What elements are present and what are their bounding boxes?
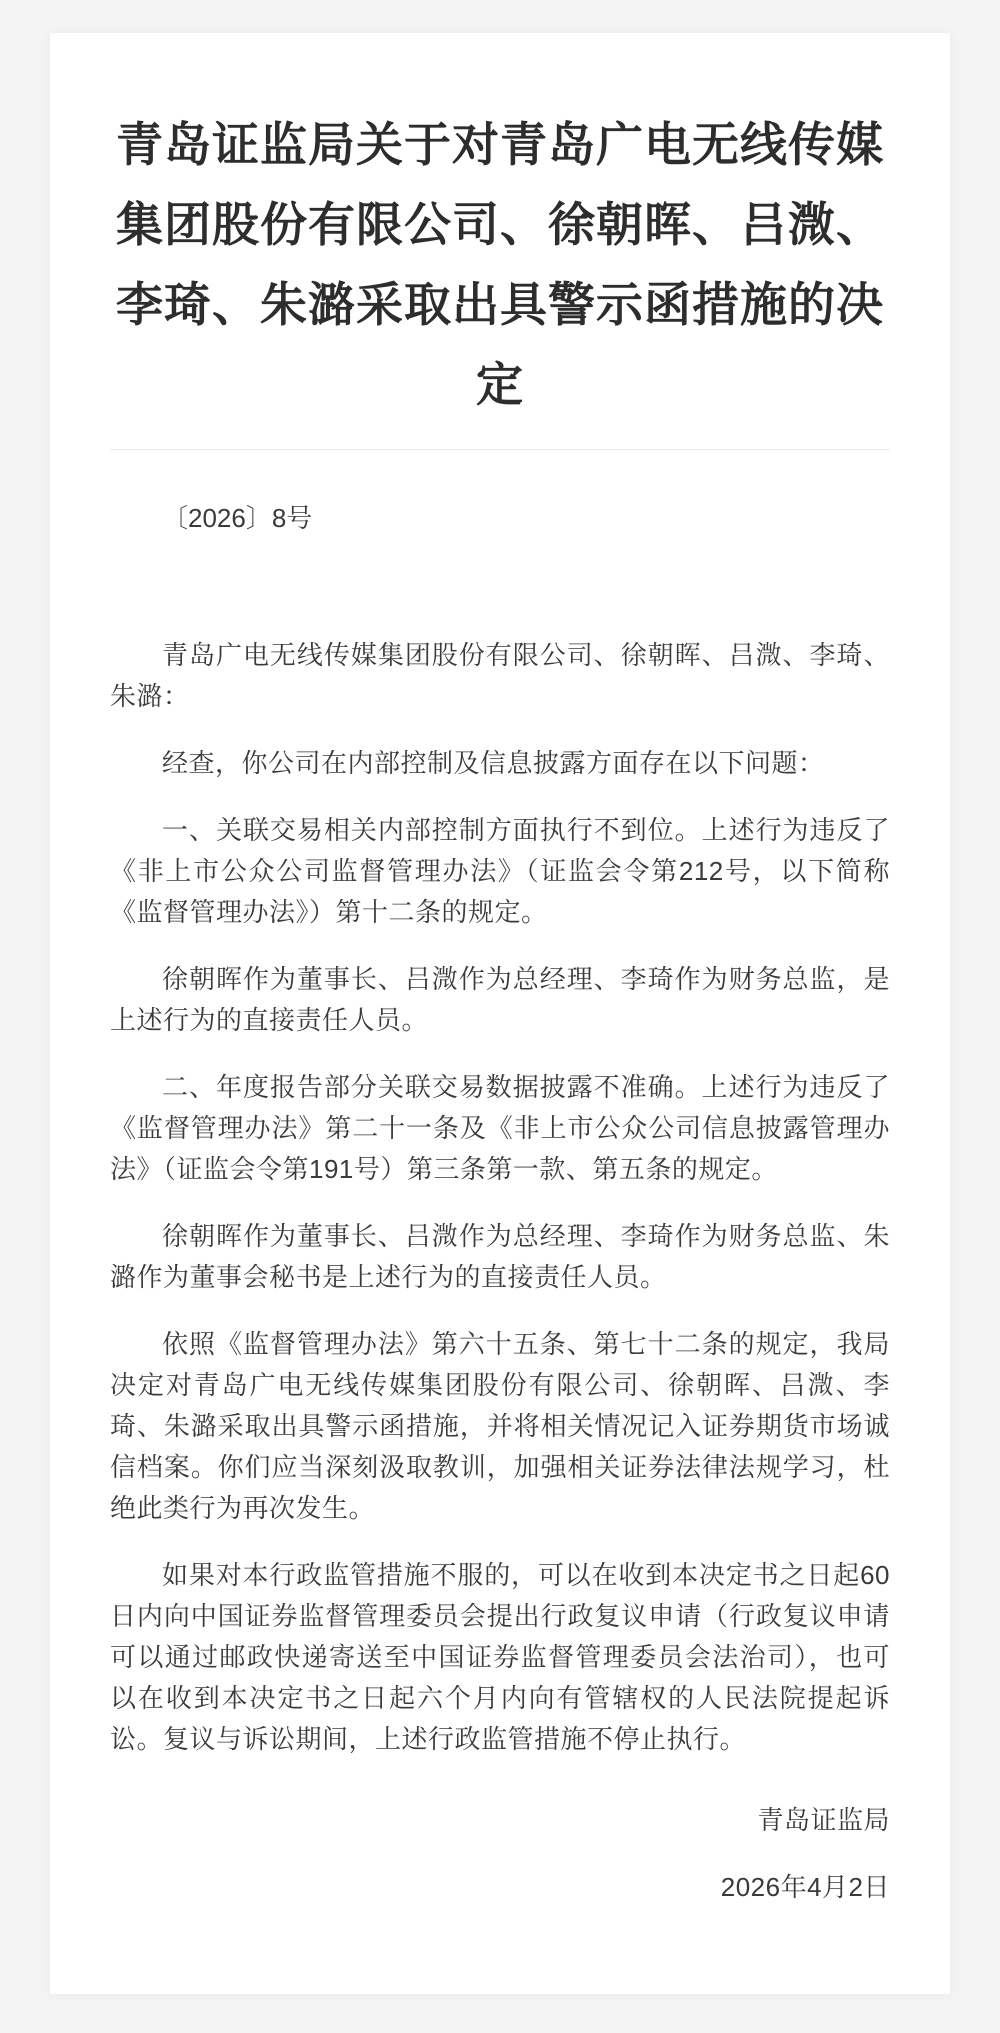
paragraph-issue-2: 二、年度报告部分关联交易数据披露不准确。上述行为违反了《监督管理办法》第二十一条及《非上市公众公司信息披露管理办法》（证监会令第191号）第三条第一款、第五条的规定。 <box>110 1072 890 1184</box>
document-title: 青岛证监局关于对青岛广电无线传媒集团股份有限公司、徐朝晖、吕溦、李琦、朱潞采取出具警示函措施的决定 <box>116 118 884 411</box>
signature-issuer: 青岛证监局 <box>757 1805 890 1835</box>
document-card <box>50 33 950 1994</box>
document-number: 〔2026〕8号 <box>162 503 313 533</box>
paragraph-decision: 依照《监督管理办法》第六十五条、第七十二条的规定，我局决定对青岛广电无线传媒集团股份有限公司、徐朝晖、吕溦、李琦、朱潞采取出具警示函措施，并将相关情况记入证券期货市场诚信档案。你们应当深刻汲取教训，加强相关证券法律法规学习，杜绝此类行为再次发生。 <box>110 1329 890 1523</box>
title-divider <box>110 449 890 450</box>
page-background <box>0 33 1000 1994</box>
paragraph-intro: 经查，你公司在内部控制及信息披露方面存在以下问题： <box>162 748 825 778</box>
paragraph-appeal: 如果对本行政监管措施不服的，可以在收到本决定书之日起60日内向中国证券监督管理委员会提出行政复议申请（行政复议申请可以通过邮政快递寄送至中国证券监督管理委员会法治司），也可以在收到本决定书之日起六个月内向有管辖权的人民法院提起诉讼。复议与诉讼期间，上述行政监管措施不停止执行。 <box>110 1560 890 1754</box>
paragraph-responsible-2: 徐朝晖作为董事长、吕溦作为总经理、李琦作为财务总监、朱潞作为董事会秘书是上述行为的直接责任人员。 <box>110 1221 890 1292</box>
paragraph-responsible-1: 徐朝晖作为董事长、吕溦作为总经理、李琦作为财务总监，是上述行为的直接责任人员。 <box>110 964 890 1035</box>
paragraph-recipients: 青岛广电无线传媒集团股份有限公司、徐朝晖、吕溦、李琦、朱潞： <box>110 640 890 711</box>
signature-date: 2026年4月2日 <box>720 1872 890 1902</box>
paragraph-issue-1: 一、关联交易相关内部控制方面执行不到位。上述行为违反了《非上市公众公司监督管理办法》（证监会令第212号，以下简称《监督管理办法》）第十二条的规定。 <box>110 815 890 927</box>
